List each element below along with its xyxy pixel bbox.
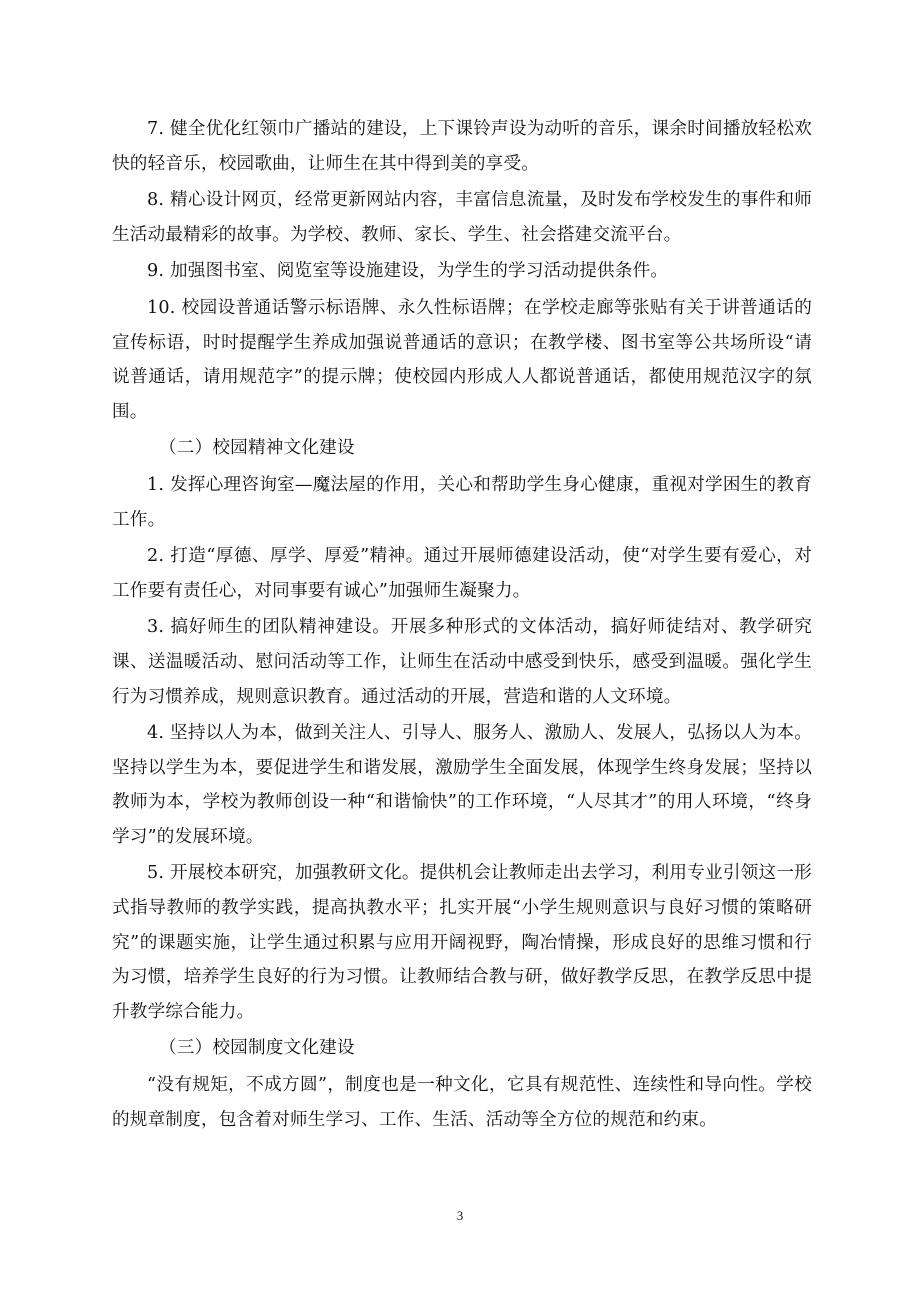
paragraph-4-people-oriented: 4. 坚持以人为本，做到关注人、引导人、服务人、激励人、发展人，弘扬以人为本。坚持以学生为本，要促进学生和谐发展，激励学生全面发展，体现学生终身发展；坚持以教师为本，学校为教师创设一种“和谐愉快”的工作环境，“人尽其才”的用人环境，“终身学习”的发展环境。 xyxy=(112,723,812,847)
paragraph-5-school-research: 5. 开展校本研究，加强教研文化。提供机会让教师走出去学习，利用专业引领这一形式指导教师的教学实践，提高执教水平；扎实开展“小学生规则意识与良好习惯的策略研究”的课题实施，让学生通过积累与应用开阔视野，陶冶情操，形成良好的思维习惯和行为习惯，培养学生良好的行为习惯。让教师结合教与研，做好教学反思，在教学反思中提升教学综合能力。 xyxy=(112,863,812,1022)
section-heading-system-culture: （三）校园制度文化建设 xyxy=(159,1038,355,1059)
section-heading-spirit-culture: （二）校园精神文化建设 xyxy=(159,438,355,459)
paragraph-2-three-virtues: 2. 打造“厚德、厚学、厚爱”精神。通过开展师德建设活动，使“对学生要有爱心，对工作要有责任心，对同事要有诚心”加强师生凝聚力。 xyxy=(112,546,812,601)
page-number: 3 xyxy=(456,1208,464,1223)
paragraph-7-broadcast-station: 7. 健全优化红领巾广播站的建设，上下课铃声设为动听的音乐，课余时间播放轻松欢快的轻音乐，校园歌曲，让师生在其中得到美的享受。 xyxy=(112,119,812,174)
paragraph-rules-and-regulations: “没有规矩，不成方圆”，制度也是一种文化，它具有规范性、连续性和导向性。学校的规章制度，包含着对师生学习、工作、生活、活动等全方位的规范和约束。 xyxy=(112,1075,812,1130)
page-body xyxy=(112,112,812,1139)
paragraph-10-mandarin-signs: 10. 校园设普通话警示标语牌、永久性标语牌；在学校走廊等张贴有关于讲普通话的宣传标语，时时提醒学生养成加强说普通话的意识；在教学楼、图书室等公共场所设“请说普通话，请用规范字”的提示牌；使校园内形成人人都说普通话，都使用规范汉字的氛围。 xyxy=(112,297,812,422)
paragraph-8-website: 8. 精心设计网页，经常更新网站内容，丰富信息流量，及时发布学校发生的事件和师生活动最精彩的故事。为学校、教师、家长、学生、社会搭建交流平台。 xyxy=(112,190,812,245)
paragraph-9-library: 9. 加强图书室、阅览室等设施建设，为学生的学习活动提供条件。 xyxy=(147,261,669,282)
paragraph-3-team-spirit: 3. 搞好师生的团队精神建设。开展多种形式的文体活动，搞好师徒结对、教学研究课、送温暖活动、慰问活动等工作，让师生在活动中感受到快乐，感受到温暖。强化学生行为习惯养成，规则意识教育。通过活动的开展，营造和谐的人文环境。 xyxy=(112,617,812,707)
paragraph-1-counseling-room: 1. 发挥心理咨询室—魔法屋的作用，关心和帮助学生身心健康，重视对学困生的教育工作。 xyxy=(112,474,812,530)
